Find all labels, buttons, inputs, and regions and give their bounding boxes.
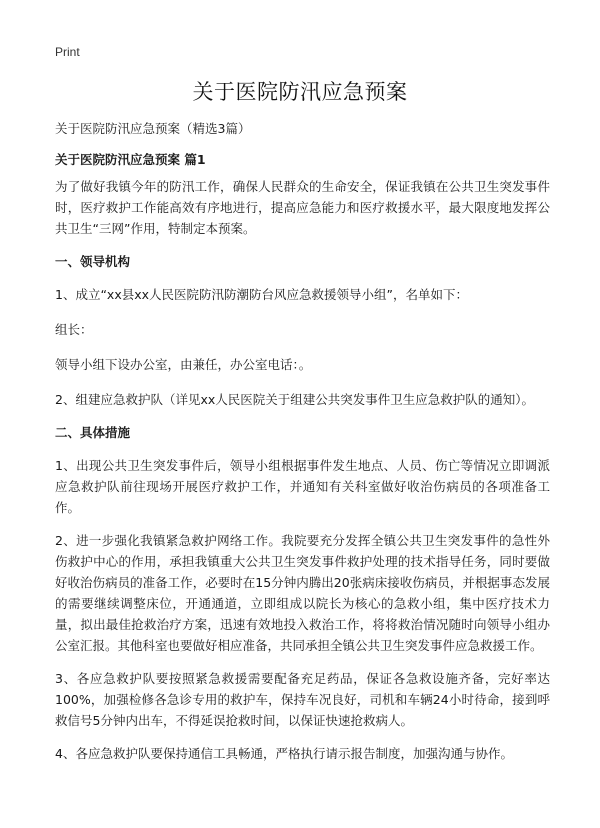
document-subtitle: 关于医院防汛应急预案（精选3篇） [55, 121, 251, 136]
leadership-item-2: 2、组建应急救护队（详见xx人民医院关于组建公共突发事件卫生应急救护队的通知）。 [55, 392, 534, 407]
chapter-heading: 关于医院防汛应急预案 篇1 [55, 152, 206, 167]
measures-item-1: 1、出现公共卫生突发事件后，领导小组根据事件发生地点、人员、伤亡等情况立即调派应急救护队前往现场开展医疗救护工作，并通知有关科室做好收治伤病员的各项准备工作。 [55, 458, 550, 515]
measures-item-2: 2、进一步强化我镇紧急救护网络工作。我院要充分发挥全镇公共卫生突发事件的急性外伤救护中心的作用，承担我镇重大公共卫生突发事件救护处理的技术指导任务，同时要做好收治伤病员的准备工作，必要时在15分钟内腾出20张病床接收伤病员，并根据事态发展的需要继续调整床位，开通通道，立即组成以院长为核心的急救小组，集中医疗技术力量，拟出最佳抢救治疗方案，迅速有效地投入救治工作，将将救治情况随时向领导小组办公室汇报。其他科室也要做好相应准备，共同承担全镇公共卫生突发事件应急救援工作。 [55, 533, 550, 653]
section-heading-measures: 二、具体措施 [55, 425, 131, 440]
measures-item-3: 3、各应急救护队要按照紧急救援需要配备充足药品，保证各急救设施齐备，完好率达100%，加强检修各急诊专用的救护车，保持车况良好，司机和车辆24小时待命，接到呼救信号5分钟内出车，不得延误抢救时间，以保证快速抢救病人。 [55, 671, 550, 728]
leader-line: 组长： [55, 322, 93, 337]
document-title: 关于医院防汛应急预案 [192, 80, 408, 104]
intro-paragraph: 为了做好我镇今年的防汛工作，确保人民群众的生命安全，保证我镇在公共卫生突发事件时，医疗救护工作能高效有序地进行，提高应急能力和医疗救援水平，最大限度地发挥公共卫生“三网”作用，特制定本预案。 [55, 179, 550, 236]
measures-item-4: 4、各应急救护队要保持通信工具畅通，严格执行请示报告制度，加强沟通与协作。 [55, 746, 513, 761]
section-heading-leadership: 一、领导机构 [55, 254, 131, 269]
office-line: 领导小组下设办公室，由兼任，办公室电话：。 [55, 357, 312, 372]
leadership-item-1: 1、成立“xx县xx人民医院防汛防潮防台风应急救援领导小组”，名单如下： [55, 287, 468, 302]
print-label: Print [55, 45, 80, 59]
document-body [55, 118, 550, 776]
